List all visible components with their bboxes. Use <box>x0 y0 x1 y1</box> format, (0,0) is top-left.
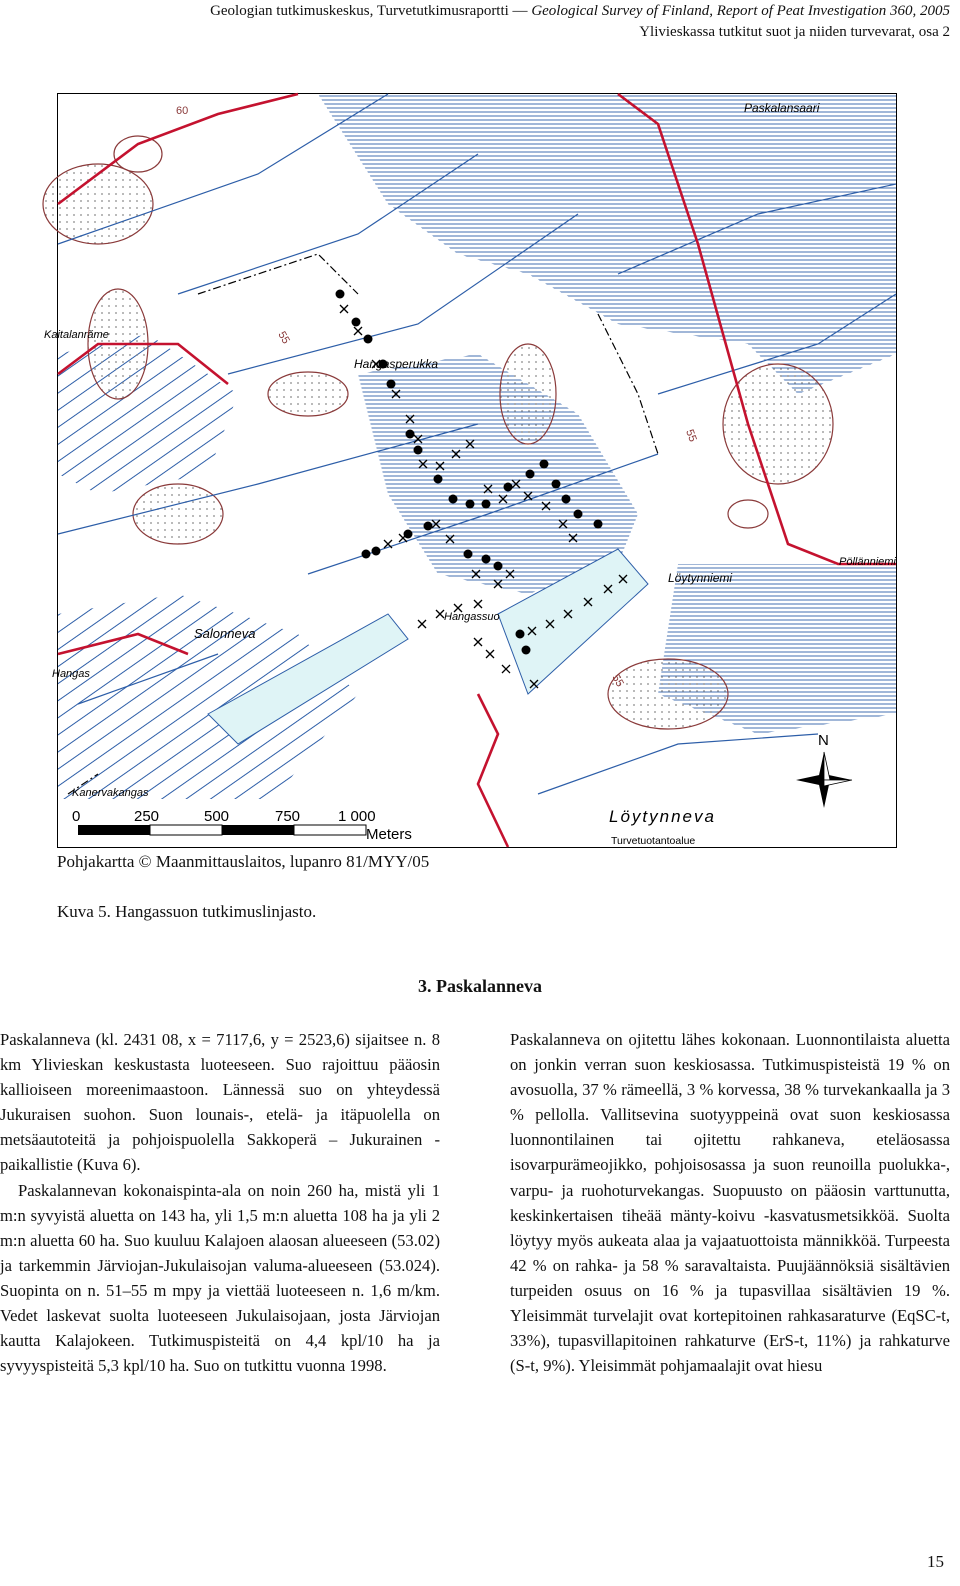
contour-label-60: 60 <box>176 105 189 117</box>
study-point <box>594 520 603 529</box>
study-point <box>352 318 361 327</box>
study-point <box>336 290 345 299</box>
label-loytynniemi: Löytynniemi <box>668 571 733 585</box>
study-point <box>372 547 381 556</box>
bog-area-ne <box>318 94 896 394</box>
scale-tick-500: 500 <box>204 808 230 825</box>
study-point <box>387 380 396 389</box>
study-point <box>552 480 561 489</box>
study-point <box>434 475 443 484</box>
contour-label-55a: 55 <box>275 329 292 347</box>
contour-label-55b: 55 <box>609 672 626 690</box>
scale-tick-750: 750 <box>275 808 301 825</box>
study-point <box>522 646 531 655</box>
study-map <box>44 93 897 848</box>
basemap-credit: Pohjakartta © Maanmittauslaitos, lupanro 81/MYY/05 <box>57 852 430 871</box>
label-kaitalanrame: Kaitalanrăme <box>44 329 109 341</box>
study-point <box>449 495 458 504</box>
header-prefix: Geologian tutkimuskeskus, Turvetutkimusraportti — <box>210 3 532 19</box>
label-pollanniemi: Pöllänniemi <box>839 556 896 568</box>
label-production-area: Turvetuotantoalue <box>611 835 696 847</box>
north-label: N <box>818 732 829 749</box>
study-point <box>464 550 473 559</box>
study-point <box>574 510 583 519</box>
label-loytynneva: Löytynneva <box>609 807 716 826</box>
label-hangas: Hangas <box>52 668 90 680</box>
running-subheader: Ylivieskassa tutkitut suot ja niiden turvevarat, osa 2 <box>639 24 950 40</box>
contour-label-55c: 55 <box>683 427 699 444</box>
scale-tick-250: 250 <box>134 808 160 825</box>
study-point <box>516 630 525 639</box>
study-point <box>466 500 475 509</box>
label-salonneva: Salonneva <box>194 626 256 641</box>
study-point <box>482 555 491 564</box>
study-point <box>562 495 571 504</box>
label-paskalansaari: Paskalansaari <box>744 101 820 115</box>
figure-caption: Kuva 5. Hangassuon tutkimuslinjasto. <box>57 902 317 921</box>
scale-tick-1000: 1 000 <box>338 808 376 825</box>
left-paragraph-2: Paskalannevan kokonaispinta-ala on noin 260 ha, mistä yli 1 m:n syvyistä aluetta on 143 ha, yli 1,5 m:n aluetta 108 ha ja yli 2 m:n aluetta 60 ha. Suo kuuluu Kalajoen alaosan alueeseen (53.02) ja tarkemmin Järviojan-Jukulaisojan valuma-alueeseen (53.024). Suopinta on n. 51–55 m mpy ja viettää luoteeseen n. 1,6 m/km. Vedet laskevat suolta luoteeseen Jukulaisojaan, josta Järviojan kautta Kalajokeen. Tutkimuspisteitä on 4,4 kpl/10 ha ja syvyyspisteitä 5,3 kpl/10 ha. Suo on tutkittu vuonna 1998. <box>0 1180 440 1376</box>
study-point <box>414 446 423 455</box>
page-number: 15 <box>927 1552 944 1571</box>
left-paragraph-1: Paskalanneva (kl. 2431 08, x = 7117,6, y = 2523,6) sijaitsee n. 8 km Ylivieskan keskustasta luoteeseen. Suo rajoittuu pääosin kallioiseen moreenimaastoon. Lännessä suo on yhteydessä Jukuraisen suohon. Suon lounais-, etelä- ja itäpuolella on metsäautoteitä ja pohjoispuolella Sakkoperä – Jukurainen -paikallistie (Kuva 6). <box>0 1030 440 1175</box>
scale-tick-0: 0 <box>72 808 81 825</box>
running-header <box>210 0 950 22</box>
map-canvas <box>44 94 896 847</box>
study-point <box>364 335 373 344</box>
study-point <box>504 483 513 492</box>
study-point <box>362 550 371 559</box>
study-point <box>540 460 549 469</box>
label-kanervakangas: Kanervakangas <box>72 787 149 799</box>
right-column <box>510 1027 950 1378</box>
study-point <box>404 530 413 539</box>
header-series: Geological Survey of Finland, Report of Peat Investigation 360, 2005 <box>531 3 950 19</box>
label-hangasperukka: Hangasperukka <box>354 357 439 371</box>
section-title: 3. Paskalanneva <box>417 976 543 996</box>
study-point <box>424 522 433 531</box>
scale-unit: Meters <box>366 826 412 843</box>
study-point <box>526 470 535 479</box>
right-paragraph-1: Paskalanneva on ojitettu lähes kokonaan. Luonnontilaista aluetta on jonkin verran suon keskiosassa. Tutkimuspisteistä 19 % on avosuolla, 37 % rämeellä, 3 % korvessa, 38 % turvekankaalla ja 3 % pellolla. Vallitsevina suotyyppeinä ovat suon keskiosassa luonnontilainen tai ojitettu rahkaneva, eteläosassa isovarpurämeojikko, pohjoisosassa ja suon reunoilla puolukka-, varpu- ja ruohoturvekangas. Suopuusto on pääosin varttunutta, keskinkertaisen tiheää mänty-koivu -kasvatusmetsikköä. Suolta löytyy myös aukeata alaa ja vajaatuottoista männikköä. Turpeesta 42 % on rahka- ja 58 % saravaltaista. Puujäännöksiä sisältävien turpeiden osuus on 16 % ja tupasvillaa sisältävien 19 %. Yleisimmät turvelajit ovat kortepitoinen rahkasaraturve (EqSC-t, 33%), tupasvillapitoinen rahkaturve (ErS-t, 11%) ja rahkaturve (S-t, 9%). Yleisimmät pohjamaalajit ovat hiesu <box>510 1030 950 1376</box>
north-arrow-icon <box>796 732 852 808</box>
bog-area-nw <box>58 334 238 494</box>
left-column <box>0 1027 440 1378</box>
label-hangassuo: Hangassuo <box>444 611 500 623</box>
study-point <box>494 562 503 571</box>
scale-bar <box>58 799 421 847</box>
study-point <box>482 500 491 509</box>
road-south <box>478 694 508 847</box>
study-point <box>406 430 415 439</box>
